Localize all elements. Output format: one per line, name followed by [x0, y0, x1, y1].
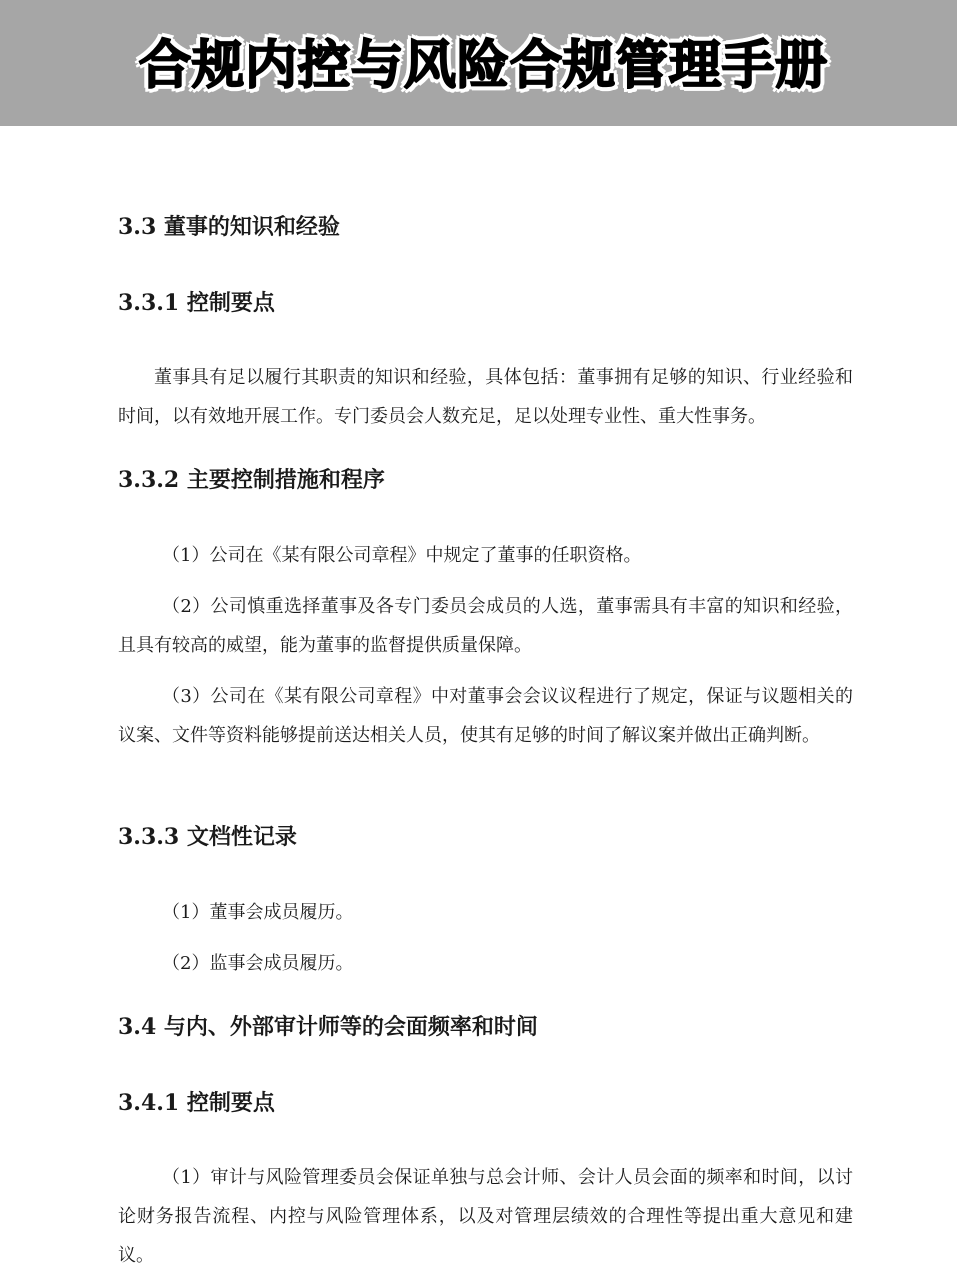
list-item: （2）公司慎重选择董事及各专门委员会成员的人选，董事需具有丰富的知识和经验，且具有较高的威望，能为董事的监督提供质量保障。 [118, 596, 853, 656]
list-item: （2）监事会成员履历。 [162, 953, 354, 974]
document-title: 合规内控与风险合规管理手册 [138, 35, 828, 96]
section-heading-3-3-2: 3.3.2 主要控制措施和程序 [118, 467, 385, 493]
list-item: （1）公司在《某有限公司章程》中规定了董事的任职资格。 [162, 545, 642, 566]
section-heading-3-3: 3.3 董事的知识和经验 [118, 214, 340, 240]
paragraph-3-3-1: 董事具有足以履行其职责的知识和经验，具体包括：董事拥有足够的知识、行业经验和时间，以有效地开展工作。专门委员会人数充足，足以处理专业性、重大性事务。 [118, 367, 853, 427]
list-item: （1）审计与风险管理委员会保证单独与总会计师、会计人员会面的频率和时间，以讨论财务报告流程、内控与风险管理体系，以及对管理层绩效的合理性等提出重大意见和建议。 [118, 1167, 853, 1266]
list-item: （3）公司在《某有限公司章程》中对董事会会议议程进行了规定，保证与议题相关的议案、文件等资料能够提前送达相关人员，使其有足够的时间了解议案并做出正确判断。 [118, 686, 853, 746]
section-heading-3-4-1: 3.4.1 控制要点 [118, 1090, 275, 1116]
section-heading-3-3-1: 3.3.1 控制要点 [118, 290, 275, 316]
list-item: （1）董事会成员履历。 [162, 902, 354, 923]
section-heading-3-3-3: 3.3.3 文档性记录 [118, 824, 297, 850]
section-heading-3-4: 3.4 与内、外部审计师等的会面频率和时间 [118, 1014, 538, 1040]
